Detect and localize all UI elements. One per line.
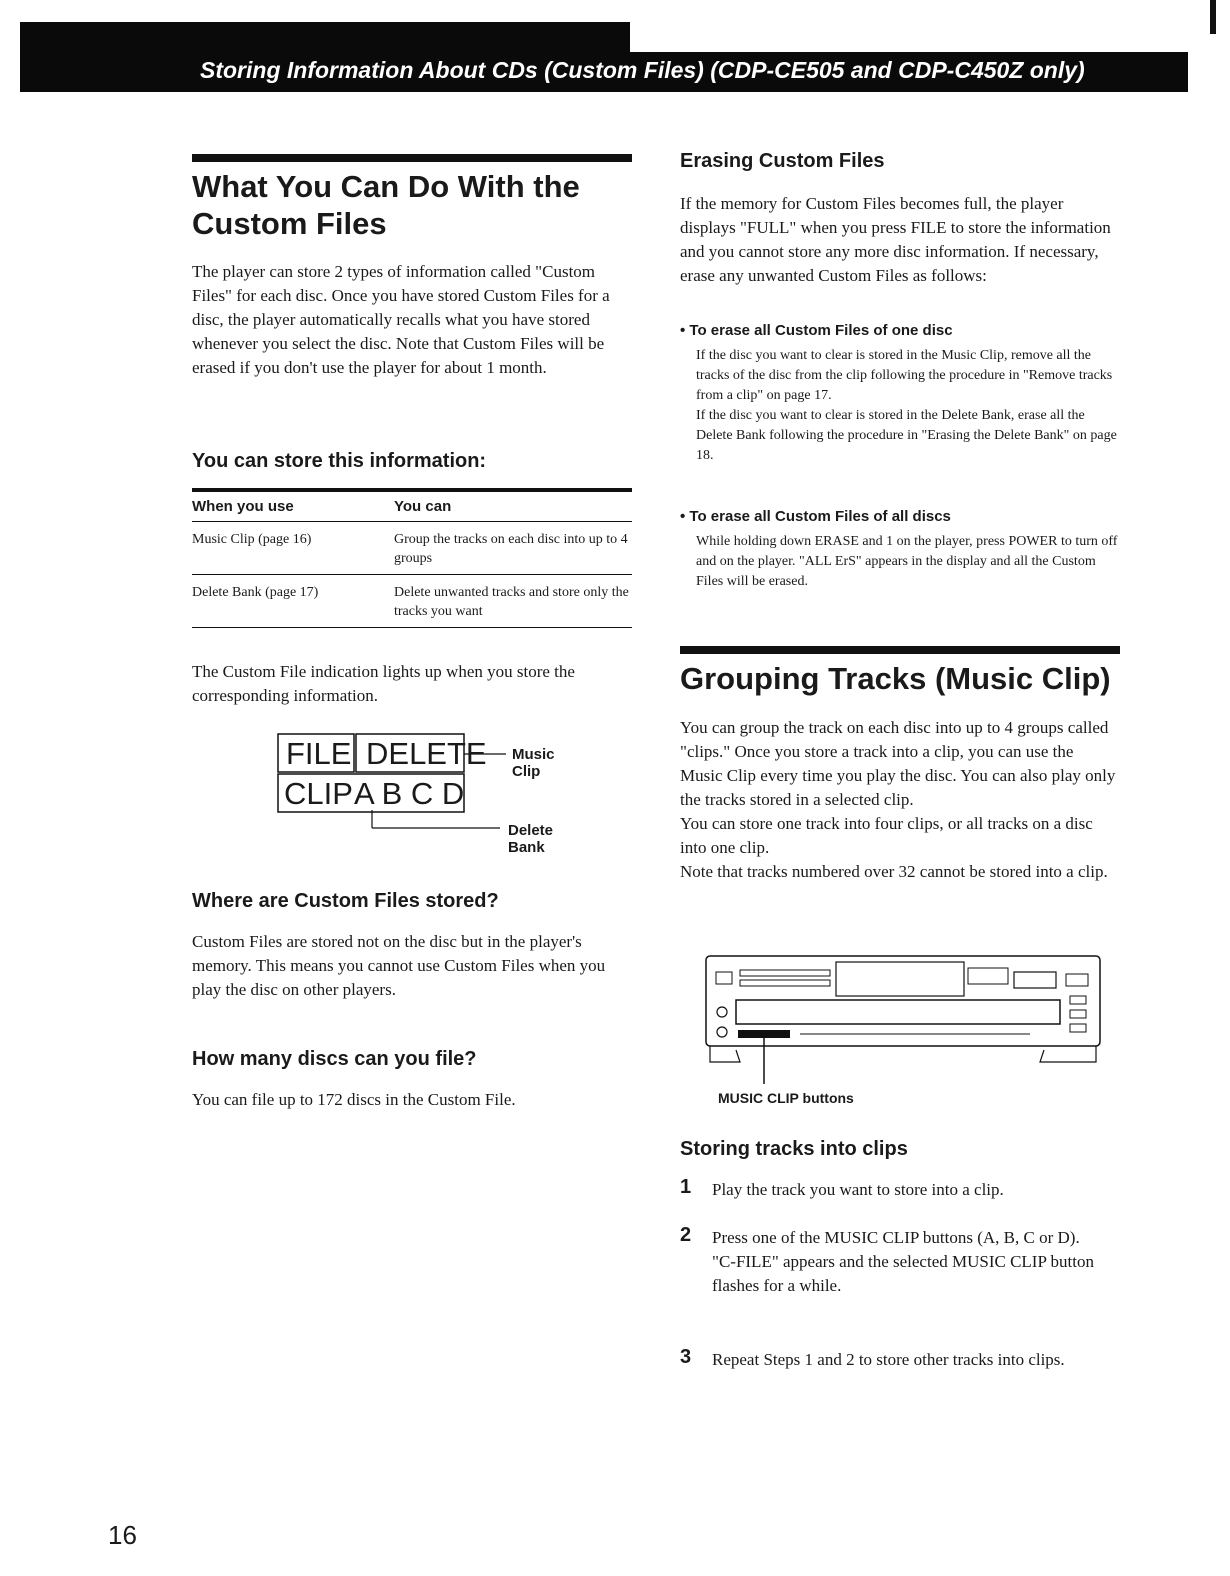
step-text-2: [712, 1226, 1102, 1298]
how-many-heading: How many discs can you file?: [192, 1048, 477, 1070]
custom-file-table: [192, 488, 632, 628]
table-header-you-can: You can: [394, 490, 632, 522]
erasing-paragraph: If the memory for Custom Files becomes full, the player displays "FULL" when you press FILE to store the information and you cannot store any more disc information. If necessary, erase any unwanted Custom Files as follows:: [680, 194, 1111, 285]
erasing-heading: Erasing Custom Files: [680, 150, 885, 172]
grouping-title: Grouping Tracks (Music Clip): [680, 661, 1111, 696]
page-number: 16: [108, 1520, 137, 1550]
table-cell: Group the tracks on each disc into up to 4 groups: [394, 522, 632, 575]
step-text-1: Play the track you want to store into a clip.: [712, 1180, 1004, 1199]
intro-paragraph: The player can store 2 types of information called "Custom Files" for each disc. Once you have stored Custom Files for a disc, the player automatically recalls what you have stored whenever you select the disc. Note that Custom Files will be erased if you don't use the player for about 1 month.: [192, 262, 610, 377]
table-row: [192, 522, 632, 575]
header-title: Storing Information About CDs (Custom Files) (CDP-CE505 and CDP-C450Z only): [200, 57, 1085, 83]
erase-one-disc-text-1: If the disc you want to clear is stored in the Music Clip, remove all the tracks of the disc from the clip following the procedure in "Remove tracks from a clip" on page 17.: [696, 348, 1113, 403]
step-number-3: 3: [680, 1346, 692, 1368]
display-file-text: FILE: [286, 736, 352, 771]
where-stored-heading: Where are Custom Files stored?: [192, 890, 499, 912]
grouping-section-rule: [680, 646, 1120, 654]
storing-tracks-heading: Storing tracks into clips: [680, 1138, 908, 1160]
grouping-paragraph-1: You can group the track on each disc into up to 4 groups called "clips." Once you store a track into a clip, you can use the Music Clip every time you play the disc. You can also play only the tracks stored in a selected clip.: [680, 718, 1116, 809]
indication-paragraph: The Custom File indication lights up when you store the corresponding information.: [192, 662, 575, 705]
grouping-paragraph-3: Note that tracks numbered over 32 cannot be stored into a clip.: [680, 862, 1108, 881]
header-banner-top: [20, 22, 630, 54]
store-info-heading: You can store this information:: [192, 450, 487, 472]
erase-all-discs-heading: • To erase all Custom Files of all discs: [680, 508, 1120, 525]
table-cell: Delete Bank (page 17): [192, 575, 394, 628]
left-section-rule: [192, 154, 632, 162]
display-clip-text: CLIP: [284, 776, 353, 811]
page-edge-mark: [1210, 0, 1216, 34]
left-section-title-block: [192, 168, 632, 242]
erase-one-disc-text-2: If the disc you want to clear is stored in the Delete Bank, erase all the Delete Bank following the procedure in "Erasing the Delete Bank" on page 18.: [696, 408, 1117, 463]
table-header-when: When you use: [192, 490, 394, 522]
table-cell: Delete unwanted tracks and store only the tracks you want: [394, 575, 632, 628]
step-number-1: 1: [680, 1176, 692, 1198]
cd-player-illustration: [700, 950, 1110, 1084]
where-stored-paragraph: Custom Files are stored not on the disc but in the player's memory. This means you cannot use Custom Files when you play the disc on other players.: [192, 932, 606, 999]
step-2-result: "C-FILE" appears and the selected MUSIC CLIP button flashes for a while.: [712, 1252, 1094, 1295]
display-abcd-text: A B C D: [354, 776, 465, 811]
table-row: [192, 575, 632, 628]
step-number-2: 2: [680, 1224, 692, 1246]
display-delete-text: DELETE: [366, 736, 487, 771]
how-many-paragraph: You can file up to 172 discs in the Custom File.: [192, 1090, 516, 1109]
music-clip-buttons-label: MUSIC CLIP buttons: [718, 1090, 854, 1106]
step-text-3: Repeat Steps 1 and 2 to store other tracks into clips.: [712, 1350, 1065, 1369]
section-title-custom-files: What You Can Do With the Custom Files: [192, 169, 580, 241]
label-music-clip: Music Clip: [512, 746, 555, 780]
table-cell: Music Clip (page 16): [192, 522, 394, 575]
step-2-instruction: Press one of the MUSIC CLIP buttons (A, B, C or D).: [712, 1228, 1080, 1247]
erase-all-discs-text: While holding down ERASE and 1 on the player, press POWER to turn off and on the player. "ALL ErS" appears in the display and all the Custom Files will be erased.: [696, 534, 1118, 589]
grouping-paragraph-2: You can store one track into four clips, or all tracks on a disc into one clip.: [680, 814, 1093, 857]
erase-one-disc-heading: • To erase all Custom Files of one disc: [680, 322, 1120, 339]
label-delete-bank: Delete Bank: [508, 822, 554, 856]
custom-file-display-illustration: [280, 736, 555, 856]
